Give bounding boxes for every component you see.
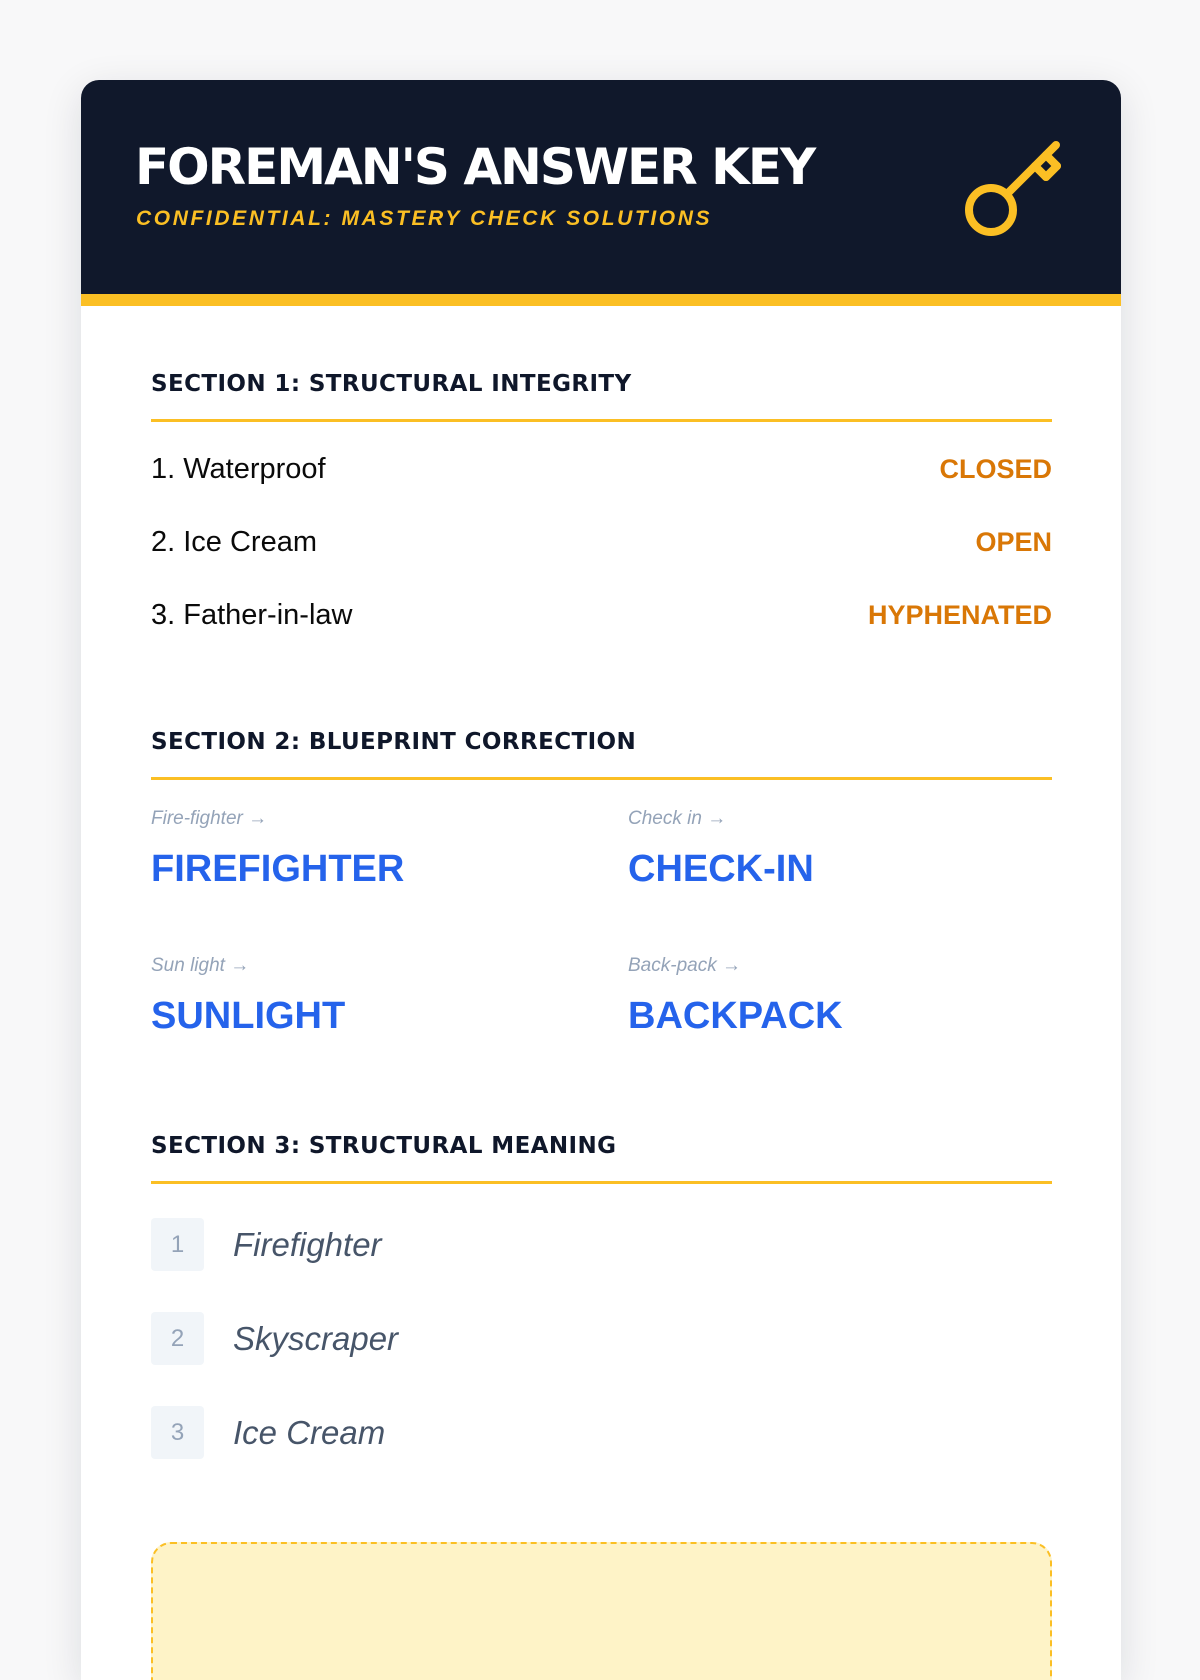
item-number-badge: 3: [151, 1406, 204, 1459]
correction-answer: FIREFIGHTER: [151, 848, 405, 890]
section-3-title: SECTION 3: STRUCTURAL MEANING: [151, 1133, 617, 1159]
section-1-divider: [151, 419, 1052, 422]
correction-answer: CHECK-IN: [628, 848, 814, 890]
item-answer: HYPHENATED: [867, 600, 1052, 630]
item-answer: OPEN: [975, 527, 1052, 557]
correction-item: [151, 955, 571, 1055]
section-2-title: SECTION 2: BLUEPRINT CORRECTION: [151, 729, 637, 755]
key-icon: [961, 132, 1071, 242]
correction-item: [628, 955, 1048, 1055]
header: [81, 80, 1121, 306]
correction-answer: SUNLIGHT: [151, 995, 346, 1037]
structural-item: [151, 595, 1052, 635]
meaning-item: [151, 1218, 1052, 1272]
correction-answer: BACKPACK: [628, 995, 843, 1037]
section-1-title: SECTION 1: STRUCTURAL INTEGRITY: [151, 371, 632, 397]
page-subtitle: CONFIDENTIAL: MASTERY CHECK SOLUTIONS: [136, 207, 713, 230]
meaning-item: [151, 1312, 1052, 1366]
correction-prompt: Back-pack →: [628, 955, 741, 976]
answer-key-card: [81, 80, 1121, 1680]
item-term: 3. Father-in-law: [151, 599, 353, 631]
note-box: [151, 1542, 1052, 1680]
correction-item: [151, 808, 571, 908]
correction-item: [628, 808, 1048, 908]
meaning-word: Firefighter: [233, 1226, 382, 1263]
section-3-divider: [151, 1181, 1052, 1184]
item-number-badge: 2: [151, 1312, 204, 1365]
item-number-badge: 1: [151, 1218, 204, 1271]
item-term: 2. Ice Cream: [151, 526, 317, 558]
item-answer: CLOSED: [939, 454, 1052, 484]
structural-item: [151, 522, 1052, 562]
item-term: 1. Waterproof: [151, 453, 326, 485]
meaning-item: [151, 1406, 1052, 1460]
section-2-divider: [151, 777, 1052, 780]
structural-item: [151, 449, 1052, 489]
meaning-word: Ice Cream: [233, 1414, 386, 1451]
correction-prompt: Fire-fighter →: [151, 808, 268, 829]
correction-prompt: Sun light →: [151, 955, 250, 976]
meaning-word: Skyscraper: [233, 1320, 399, 1357]
correction-prompt: Check in →: [628, 808, 727, 829]
page-title: FOREMAN'S ANSWER KEY: [135, 138, 815, 196]
